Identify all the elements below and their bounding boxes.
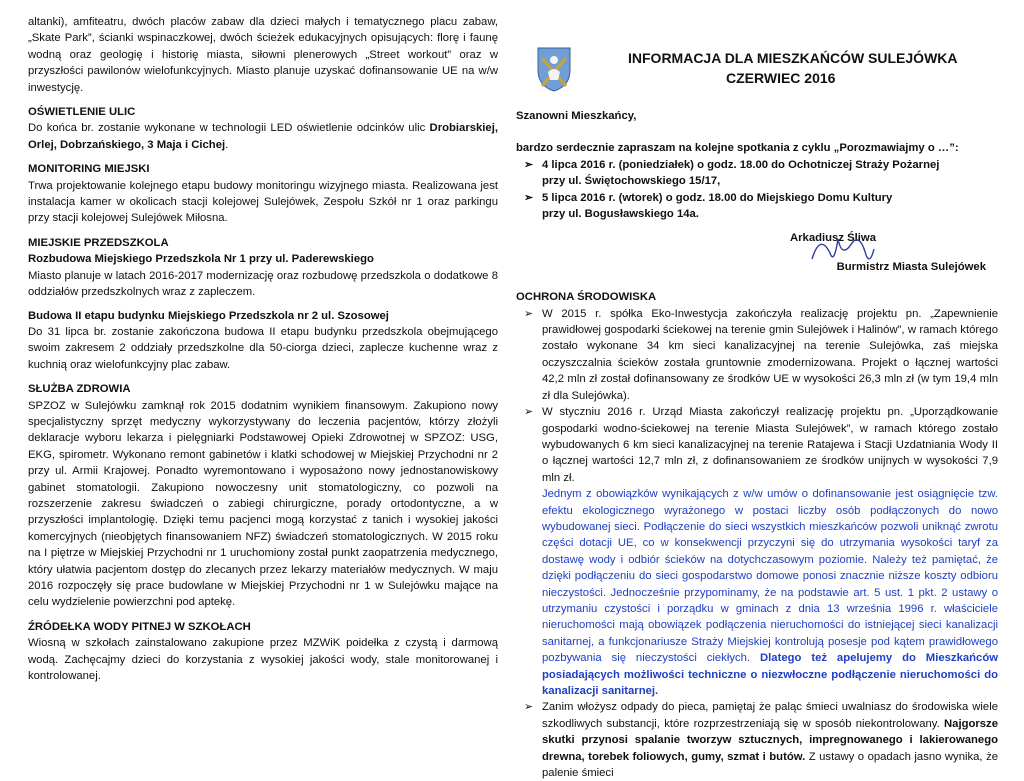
crest-icon <box>536 46 572 92</box>
waste-list <box>516 699 998 781</box>
arrow-bullet-icon: ➢ <box>524 307 534 320</box>
greeting: Szanowni Mieszkańcy, <box>516 110 637 122</box>
arrow-bullet-icon: ➢ <box>524 191 534 204</box>
signature-name: Arkadiusz Śliwa <box>789 232 876 245</box>
arrow-bullet-icon: ➢ <box>524 701 534 714</box>
monitoring-heading: MONITORING MIEJSKI <box>28 163 150 176</box>
kindergarten-text1: Miasto planuje w latach 2016-2017 modernizację oraz rozbudowę przedszkola o dodatkowe 8 oddziałów przedszkolnych wraz z zapleczem. <box>28 269 498 299</box>
arrow-bullet-icon: ➢ <box>524 158 534 171</box>
health-text: SPZOZ w Sulejówku zamknął rok 2015 dodatnim wynikiem finansowym. Zakupiono nowy specjalistyczny sprzęt medyczny wykorzystywany do leczenia pacjentów, którzy złożyli deklaracje wyboru lekarza i pielęgniarki Podstawowej Opieki Zdrowotnej w SPZOZ: USG, EKG, spirometr. Wykonano remont gabinetów i klatki schodowej w Miejskiej Przychodni nr 2 przy ul. Armii Krajowej. Ponadto wyremontowano i wyposażono nowy jednostanowiskowy gabinet stomatologii. Zakupiono nowoczesny unit stomatologiczny, co pozwoli na rozszerzenie zakresu świadczeń o zabiegi chirurgiczne, porady ortodontyczne, a w przyszłości implantologię. Dzięki temu pacjenci mogą korzystać z tanich i wysokiej jakości komercyjnych (nieobjętych finansowaniem NFZ) świadczeń stomatologicznych. W 2015 roku na I piętrze w Miejskiej Przychodni nr 1 uruchomiony został punkt zaopatrzenia medycznego, który ułatwia pacjentom dostęp do zlecanych przez lekarzy materiałów medycznych. W maju 2016 rozpoczęły się prace budowlane w Miejskiej Przychodni nr 1 w Sulejówku mające na celu wydzielenie powierzchni pod aptekę. <box>28 399 498 609</box>
page-header <box>516 14 998 102</box>
connection-notice: Jednym z obowiązków wynikających z w/w umów o dofinansowanie jest osiągnięcie tzw. efektu ekologicznego wyrażonego w postaci liczby osób podłączonych do nowo wybudowanej sieci. Podłączenie do sieci wszystkich mieszkańców pozwoli uniknąć zwrotu części dotacji UE, co w konsekwencji przyczyni się do utrzymania wysokości taryf za dostawę wody i odbiór ścieków na dotychczasowym poziomie. Należy też pamiętać, że dzięki podłączeniu do sieci gospodarstwo domowe ponosi znacznie niższe koszty odbioru nieczystości. Jednocześnie przypominamy, że na podstawie art. 5 ust. 1 pkt. 2 ustawy o utrzymaniu czystości i porządku w gminach z dnia 13 września 1996 r. właściciele nieruchomości mają obowiązek podłączenia nieruchomości do istniejącej sieci kanalizacji sanitarnej, a funkcjonariusze Straży Miejskiej kontrolują posesje pod kątem prawidłowego pozbywania się nieczystości ciekłych. Dlatego też apelujemy do Mieszkańców posiadających możliwości techniczne o niezwłoczne podłączenie nieruchomości do kanalizacji sanitarnej. <box>542 488 999 697</box>
monitoring-text: Trwa projektowanie kolejnego etapu budowy monitoringu wizyjnego miasta. Realizowana jest instalacja kamer w okolicach stacji kolejowej Sulejówek, Zespołu Szkół nr 1 oraz parkingu przy stacji kolejowej Sulejówek Miłosna. <box>28 179 498 225</box>
water-text: Wiosną w szkołach zainstalowano zakupione przez MZWiK poidełka z czystą i darmową wodą. Zachęcajmy dzieci do korzystania z wysokiej jakości wody, stale monitorowanej i kontrolowanej. <box>28 637 498 683</box>
signature-scribble <box>808 229 878 269</box>
page-title <box>628 48 988 88</box>
kindergarten-text2: Do 31 lipca br. zostanie zakończona budowa II etapu budynku przedszkola obejmującego swoim zakresem 2 oddziały przedszkolne dla 50-ciorga dzieci, zaplecze kuchenne wraz z kuchnią oraz wielofunkcyjny plac zabaw. <box>28 325 498 371</box>
meeting-item: ➢ 4 lipca 2016 r. (poniedziałek) o godz. 18.00 do Ochotniczej Straży Pożarnej przy ul. Świętochowskiego 15/17, <box>524 158 940 188</box>
environment-list <box>516 306 998 486</box>
meetings-list <box>516 157 998 223</box>
left-column <box>28 14 498 684</box>
intro-text: altanki), amfiteatru, dwóch placów zabaw dla dzieci małych i tematycznego placu zabaw, „Skate Park”, ścianki wspinaczkowej, dwóch ścieżek edukacyjnych opisujących: florę i faunę wodną oraz geologię i historię miasta, siłowni plenerowych „Street workout” oraz w przyszłości pawilonów wielofunkcyjnych. Miasto planuje uzyskać dofinansowanie UE na w/w inwestycję. <box>28 16 498 94</box>
environment-item: ➢ W styczniu 2016 r. Urząd Miasta zakończył realizację projektu pn. „Uporządkowanie gospodarki wodno-ściekowej na terenie Miasta Sulejówek”, w ramach którego zostało wybudowanych 6 km sieci kanalizacyjnej na terenie Ratajewa i Stacji Uzdatniania Wody II o łącznej wartości 12,7 mln zł, z dofinansowaniem ze środków unijnych w wysokości 7,9 mln zł. <box>524 406 998 484</box>
signature-block <box>516 259 998 275</box>
kindergarten-sub2: Budowa II etapu budynku Miejskiego Przedszkola nr 2 ul. Szosowej <box>28 309 389 322</box>
health-heading: SŁUŻBA ZDROWIA <box>28 383 131 396</box>
signature-title: Burmistrz Miasta Sulejówek <box>836 260 986 273</box>
water-heading: ŹRÓDEŁKA WODY PITNEJ W SZKOŁACH <box>28 620 251 633</box>
arrow-bullet-icon: ➢ <box>524 406 534 419</box>
lighting-heading: OŚWIETLENIE ULIC <box>28 106 136 119</box>
invitation: bardzo serdecznie zapraszam na kolejne spotkania z cyklu „Porozmawiajmy o …”: <box>516 142 959 155</box>
environment-heading: OCHRONA ŚRODOWISKA <box>516 291 657 304</box>
title-line1: INFORMACJA DLA MIESZKAŃCÓW SULEJÓWKA <box>628 50 958 66</box>
environment-item: ➢ W 2015 r. spółka Eko-Inwestycja zakończyła realizację projektu pn. „Zapewnienie prawidłowej gospodarki ściekowej na terenie gmin Sulejówek i Halinów”, w ramach którego zostało wykonane 34 km sieci kanalizacyjnej na terenie Sulejówka, zaś miejska oczyszczalnia ścieków została gruntownie zmodernizowana. Projekt o łącznej wartości 42,2 mln zł został dofinansowany ze środków UE w wysokości 26,3 mln zł (w tym 19,4 mln zł dla Sulejówka). <box>524 307 998 402</box>
kindergarten-sub1: Rozbudowa Miejskiego Przedszkola Nr 1 przy ul. Paderewskiego <box>28 253 374 266</box>
right-column <box>516 14 998 781</box>
waste-item: ➢ Zanim włożysz odpady do pieca, pamiętaj że paląc śmieci uwalniasz do środowiska wiele szkodliwych substancji, które rozprzestrzeniają się w sposób niekontrolowany. Najgorsze skutki przynosi spalanie tworzyw sztucznych, impregnowanego i lakierowanego drewna, torebek foliowych, gumy, szmat i butów. Z ustawy o opadach jasno wynika, że palenie śmieci <box>524 701 998 780</box>
lighting-text: Do końca br. zostanie wykonane w technologii LED oświetlenie odcinków ulic Drobiarskiej, Orlej, Dobrzańskiego, 3 Maja i Cichej. <box>28 122 498 151</box>
connection-appeal: Dlatego też apelujemy do Mieszkańców posiadających możliwości techniczne o niezwłoczne podłączenie nieruchomości do kanalizacji sanitarnej. <box>542 652 999 697</box>
meeting-item: ➢ 5 lipca 2016 r. (wtorek) o godz. 18.00 do Miejskiego Domu Kultury przy ul. Bogusławskiego 14a. <box>524 191 893 221</box>
title-line2: CZERWIEC 2016 <box>726 70 836 86</box>
kindergarten-heading: MIEJSKIE PRZEDSZKOLA <box>28 236 169 249</box>
